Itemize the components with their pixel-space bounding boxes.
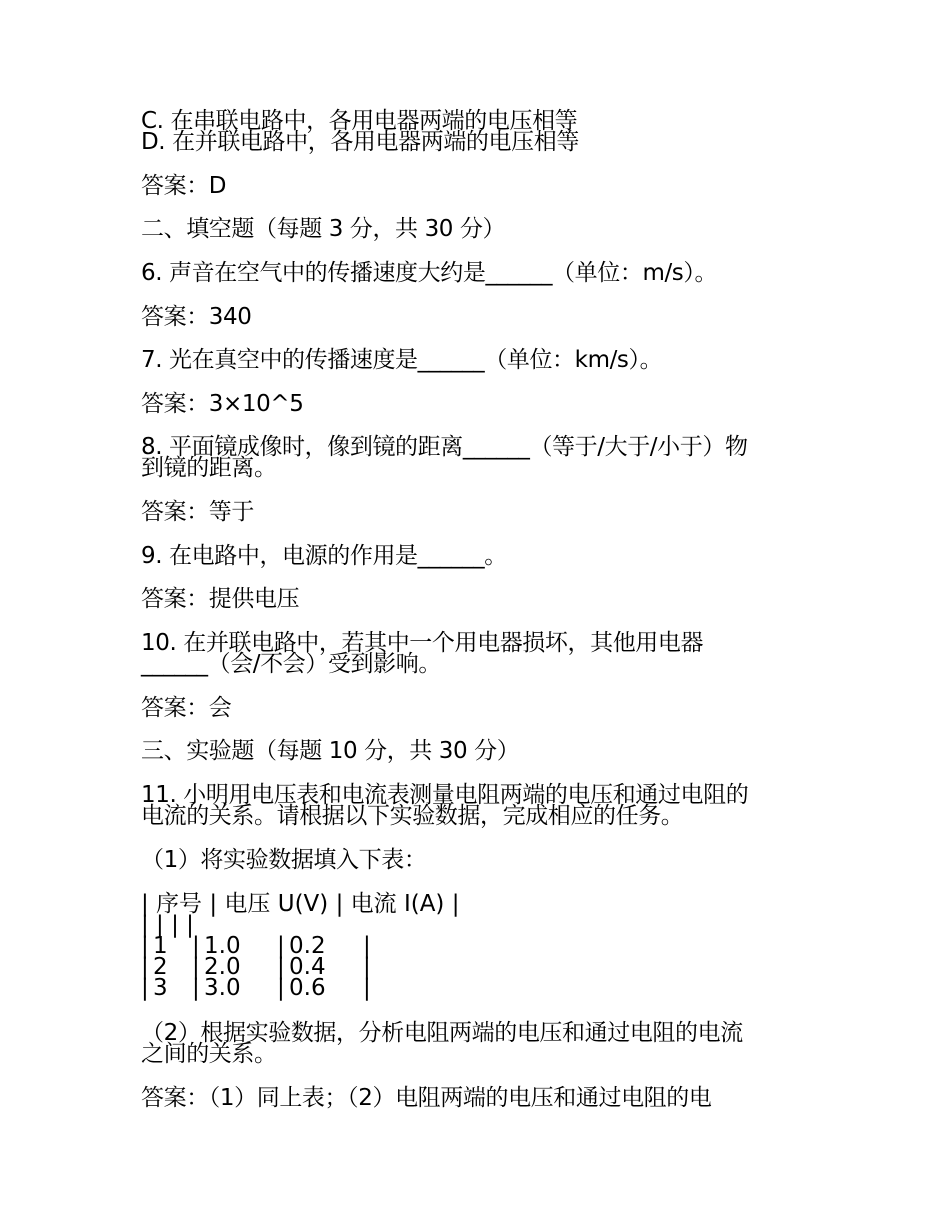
answer-10: 答案：会 xyxy=(141,695,232,721)
answer-6: 答案：340 xyxy=(141,304,252,330)
table-row: | 2 | 2.0 | 0.4 | xyxy=(141,954,371,980)
table-row: | 3 | 3.0 | 0.6 | xyxy=(141,975,371,1001)
question-9: 9. 在电路中，电源的作用是______。 xyxy=(141,543,507,569)
table-cell-current: 0.4 xyxy=(289,954,326,980)
question-11-part-1: （1）将实验数据填入下表： xyxy=(141,847,427,873)
question-8-line-1: 8. 平面镜成像时，像到镜的距离______（等于/大于/小于）物 xyxy=(141,434,748,460)
table-cell-index: 1 xyxy=(153,933,168,959)
question-11-part-2-line-1: （2）根据实验数据，分析电阻两端的电压和通过电阻的电流 xyxy=(141,1020,743,1046)
question-10-line-1: 10. 在并联电路中，若其中一个用电器损坏，其他用电器 xyxy=(141,630,704,656)
question-10-line-2: ______（会/不会）受到影响。 xyxy=(141,651,441,677)
question-8-line-2: 到镜的距离。 xyxy=(141,455,277,481)
question-6: 6. 声音在空气中的传播速度大约是______（单位：m/s）。 xyxy=(141,260,718,286)
answer-5: 答案：D xyxy=(141,173,227,199)
table-cell-index: 3 xyxy=(153,975,168,1001)
table-cell-voltage: 1.0 xyxy=(204,933,241,959)
table-cell-current: 0.6 xyxy=(289,975,326,1001)
table-separator-text: | | | | xyxy=(141,912,194,938)
option-d: D. 在并联电路中，各用电器两端的电压相等 xyxy=(141,129,579,155)
answer-11: 答案：（1）同上表；（2）电阻两端的电压和通过电阻的电 xyxy=(141,1085,712,1111)
answer-7: 答案：3×10^5 xyxy=(141,391,304,417)
option-c: C. 在串联电路中，各用电器两端的电压相等 xyxy=(141,108,578,134)
table-row: | 1 | 1.0 | 0.2 | xyxy=(141,933,371,959)
table-cell-voltage: 3.0 xyxy=(204,975,241,1001)
section-heading-experiment: 三、实验题（每题 10 分，共 30 分） xyxy=(141,738,520,764)
answer-9: 答案：提供电压 xyxy=(141,586,300,612)
question-11-line-1: 11. 小明用电压表和电流表测量电阻两端的电压和通过电阻的 xyxy=(141,782,749,808)
table-cell-index: 2 xyxy=(153,954,168,980)
table-cell-voltage: 2.0 xyxy=(204,954,241,980)
answer-8: 答案：等于 xyxy=(141,499,255,525)
question-11-line-2: 电流的关系。请根据以下实验数据，完成相应的任务。 xyxy=(141,803,684,829)
table-header-text: | 序号 | 电压 U(V) | 电流 I(A) | xyxy=(141,891,460,917)
question-7: 7. 光在真空中的传播速度是______（单位：km/s）。 xyxy=(141,347,663,373)
question-11-part-2-line-2: 之间的关系。 xyxy=(141,1041,277,1067)
section-heading-fill-blank: 二、填空题（每题 3 分，共 30 分） xyxy=(141,216,506,242)
table-cell-current: 0.2 xyxy=(289,933,326,959)
